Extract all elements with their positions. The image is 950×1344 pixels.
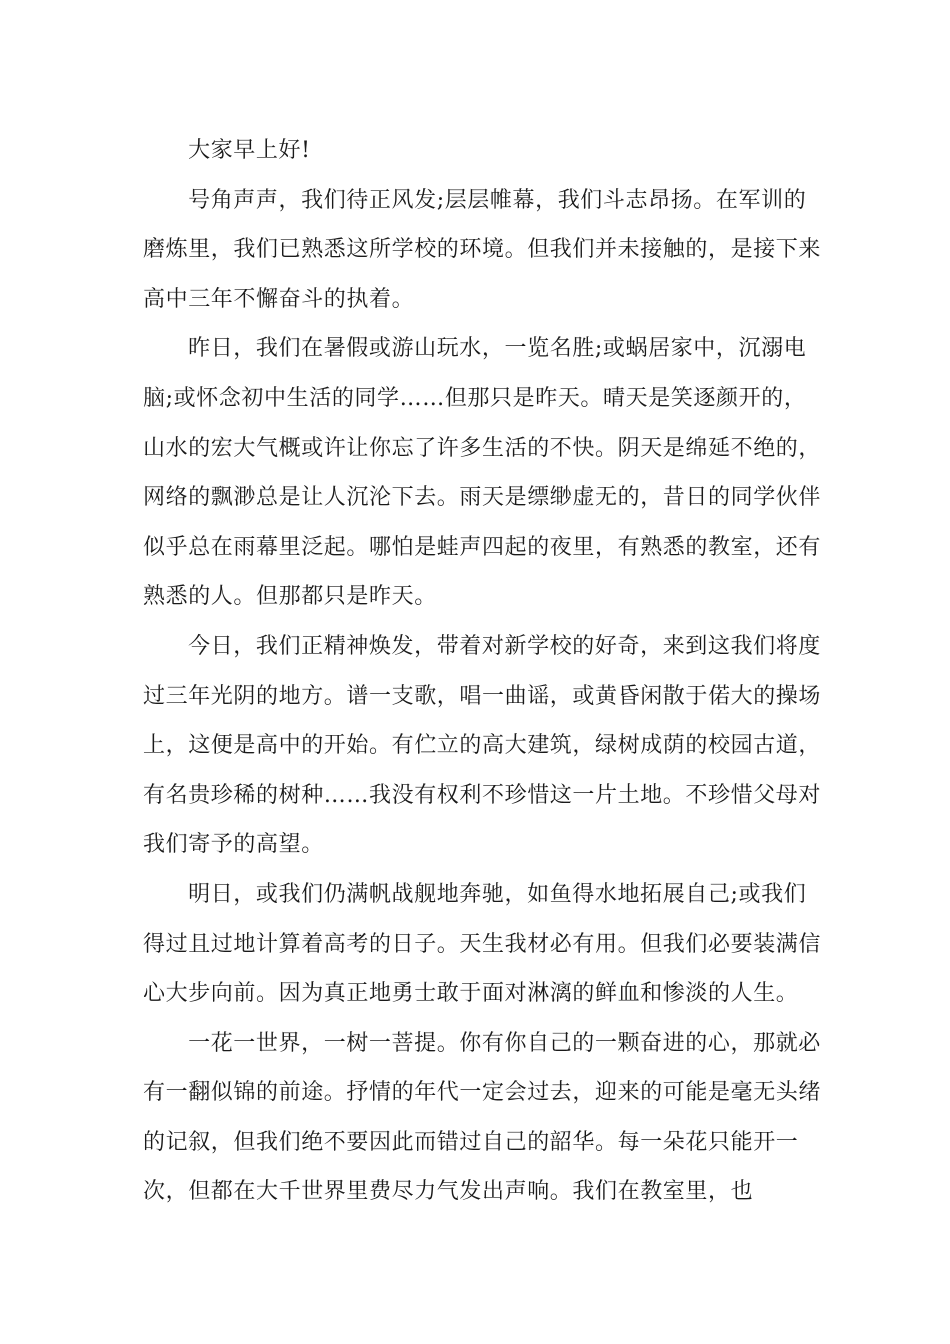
paragraph-today: 今日，我们正精神焕发，带着对新学校的好奇，来到这我们将度过三年光阴的地方。谱一支歌，唱一曲谣，或黄昏闲散于偌大的操场上，这便是高中的开始。有伫立的高大建筑，绿树成荫的校园古道，有名贵珍稀的树种……我没有权利不珍惜这一片土地。不珍惜父母对我们寄予的高望。 <box>143 633 822 858</box>
document-body <box>143 126 828 1217</box>
greeting-paragraph: 大家早上好! <box>188 138 311 163</box>
paragraph-yesterday: 昨日，我们在暑假或游山玩水，一览名胜;或蜗居家中，沉溺电脑;或怀念初中生活的同学……但那只是昨天。晴天是笑逐颜开的，山水的宏大气概或许让你忘了许多生活的不快。阴天是绵延不绝的，网络的飘渺总是让人沉沦下去。雨天是缥缈虚无的，昔日的同学伙伴似乎总在雨幕里泛起。哪怕是蛙声四起的夜里，有熟悉的教室，还有熟悉的人。但那都只是昨天。 <box>143 336 822 610</box>
paragraph-one-flower-one-world: 一花一世界，一树一菩提。你有你自己的一颗奋进的心，那就必有一翻似锦的前途。抒情的年代一定会过去，迎来的可能是毫无头绪的记叙，但我们绝不要因此而错过自己的韶华。每一朵花只能开一次，但都在大千世界里费尽力气发出声响。我们在教室里，也 <box>143 1030 822 1205</box>
paragraph-military-training: 号角声声，我们待正风发;层层帷幕，我们斗志昂扬。在军训的磨炼里，我们已熟悉这所学校的环境。但我们并未接触的，是接下来高中三年不懈奋斗的执着。 <box>143 187 822 312</box>
paragraph-tomorrow: 明日，或我们仍满帆战舰地奔驰，如鱼得水地拓展自己;或我们得过且过地计算着高考的日子。天生我材必有用。但我们必要装满信心大步向前。因为真正地勇士敢于面对淋漓的鲜血和惨淡的人生。 <box>143 881 822 1007</box>
